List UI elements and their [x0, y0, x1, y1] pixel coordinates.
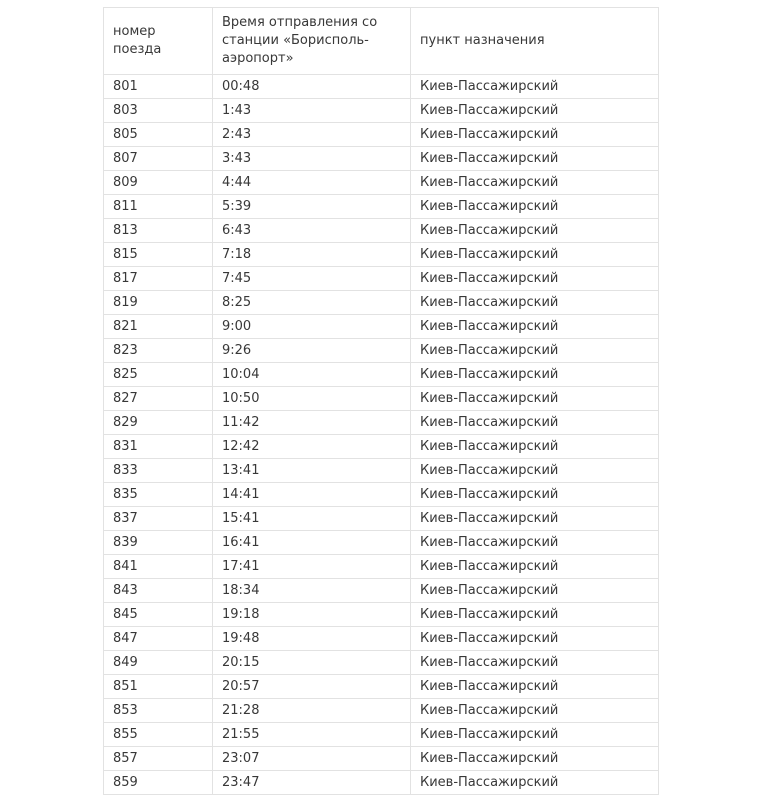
departure-time-cell: 15:41 [213, 507, 411, 531]
departure-time-cell: 4:44 [213, 171, 411, 195]
destination-cell: Киев-Пассажирский [411, 219, 659, 243]
train-number-cell: 851 [104, 675, 213, 699]
train-schedule-container [103, 7, 659, 795]
header-row [104, 8, 659, 75]
table-row [104, 771, 659, 795]
train-number-cell: 801 [104, 75, 213, 99]
table-row [104, 483, 659, 507]
departure-time-cell: 18:34 [213, 579, 411, 603]
train-number-cell: 817 [104, 267, 213, 291]
departure-time-cell: 21:55 [213, 723, 411, 747]
departure-time-cell: 19:48 [213, 627, 411, 651]
departure-time-cell: 20:57 [213, 675, 411, 699]
train-number-cell: 809 [104, 171, 213, 195]
table-row [104, 99, 659, 123]
departure-time-cell: 7:45 [213, 267, 411, 291]
table-row [104, 435, 659, 459]
table-row [104, 339, 659, 363]
header-destination: пункт назначения [411, 8, 659, 75]
destination-cell: Киев-Пассажирский [411, 315, 659, 339]
train-number-cell: 847 [104, 627, 213, 651]
train-number-cell: 853 [104, 699, 213, 723]
table-header [104, 8, 659, 75]
table-row [104, 147, 659, 171]
train-number-cell: 839 [104, 531, 213, 555]
table-row [104, 411, 659, 435]
table-row [104, 723, 659, 747]
train-number-cell: 843 [104, 579, 213, 603]
departure-time-cell: 19:18 [213, 603, 411, 627]
table-row [104, 363, 659, 387]
destination-cell: Киев-Пассажирский [411, 483, 659, 507]
table-row [104, 675, 659, 699]
departure-time-cell: 9:00 [213, 315, 411, 339]
departure-time-cell: 5:39 [213, 195, 411, 219]
destination-cell: Киев-Пассажирский [411, 507, 659, 531]
departure-time-cell: 00:48 [213, 75, 411, 99]
departure-time-cell: 17:41 [213, 555, 411, 579]
departure-time-cell: 2:43 [213, 123, 411, 147]
destination-cell: Киев-Пассажирский [411, 579, 659, 603]
train-number-cell: 813 [104, 219, 213, 243]
table-row [104, 123, 659, 147]
table-row [104, 459, 659, 483]
train-number-cell: 845 [104, 603, 213, 627]
destination-cell: Киев-Пассажирский [411, 555, 659, 579]
destination-cell: Киев-Пассажирский [411, 195, 659, 219]
train-number-cell: 803 [104, 99, 213, 123]
departure-time-cell: 23:47 [213, 771, 411, 795]
train-number-cell: 833 [104, 459, 213, 483]
departure-time-cell: 23:07 [213, 747, 411, 771]
destination-cell: Киев-Пассажирский [411, 363, 659, 387]
departure-time-cell: 14:41 [213, 483, 411, 507]
train-number-cell: 819 [104, 291, 213, 315]
departure-time-cell: 10:50 [213, 387, 411, 411]
table-row [104, 531, 659, 555]
table-row [104, 507, 659, 531]
table-row [104, 291, 659, 315]
departure-time-cell: 7:18 [213, 243, 411, 267]
train-number-cell: 829 [104, 411, 213, 435]
departure-time-cell: 13:41 [213, 459, 411, 483]
table-row [104, 171, 659, 195]
destination-cell: Киев-Пассажирский [411, 147, 659, 171]
destination-cell: Киев-Пассажирский [411, 747, 659, 771]
train-number-cell: 849 [104, 651, 213, 675]
table-row [104, 387, 659, 411]
table-row [104, 219, 659, 243]
destination-cell: Киев-Пассажирский [411, 459, 659, 483]
table-row [104, 699, 659, 723]
destination-cell: Киев-Пассажирский [411, 387, 659, 411]
table-row [104, 651, 659, 675]
train-number-cell: 805 [104, 123, 213, 147]
header-train-number: номер поезда [104, 8, 213, 75]
train-number-cell: 825 [104, 363, 213, 387]
table-row [104, 267, 659, 291]
table-row [104, 555, 659, 579]
destination-cell: Киев-Пассажирский [411, 531, 659, 555]
train-number-cell: 811 [104, 195, 213, 219]
destination-cell: Киев-Пассажирский [411, 603, 659, 627]
destination-cell: Киев-Пассажирский [411, 99, 659, 123]
departure-time-cell: 10:04 [213, 363, 411, 387]
destination-cell: Киев-Пассажирский [411, 267, 659, 291]
train-number-cell: 841 [104, 555, 213, 579]
train-schedule-table [103, 7, 659, 795]
table-row [104, 315, 659, 339]
departure-time-cell: 6:43 [213, 219, 411, 243]
departure-time-cell: 20:15 [213, 651, 411, 675]
departure-time-cell: 12:42 [213, 435, 411, 459]
destination-cell: Киев-Пассажирский [411, 339, 659, 363]
table-body [104, 75, 659, 795]
destination-cell: Киев-Пассажирский [411, 699, 659, 723]
departure-time-cell: 1:43 [213, 99, 411, 123]
table-row [104, 627, 659, 651]
destination-cell: Киев-Пассажирский [411, 171, 659, 195]
train-number-cell: 827 [104, 387, 213, 411]
train-number-cell: 837 [104, 507, 213, 531]
train-number-cell: 823 [104, 339, 213, 363]
table-row [104, 243, 659, 267]
departure-time-cell: 21:28 [213, 699, 411, 723]
table-row [104, 747, 659, 771]
header-departure-time: Время отправления со станции «Борисполь-аэропорт» [213, 8, 411, 75]
destination-cell: Киев-Пассажирский [411, 411, 659, 435]
train-number-cell: 821 [104, 315, 213, 339]
destination-cell: Киев-Пассажирский [411, 771, 659, 795]
table-row [104, 195, 659, 219]
table-row [104, 75, 659, 99]
destination-cell: Киев-Пассажирский [411, 435, 659, 459]
departure-time-cell: 3:43 [213, 147, 411, 171]
destination-cell: Киев-Пассажирский [411, 723, 659, 747]
train-number-cell: 807 [104, 147, 213, 171]
train-number-cell: 815 [104, 243, 213, 267]
table-row [104, 579, 659, 603]
departure-time-cell: 16:41 [213, 531, 411, 555]
destination-cell: Киев-Пассажирский [411, 291, 659, 315]
departure-time-cell: 11:42 [213, 411, 411, 435]
destination-cell: Киев-Пассажирский [411, 75, 659, 99]
train-number-cell: 855 [104, 723, 213, 747]
train-number-cell: 835 [104, 483, 213, 507]
train-number-cell: 857 [104, 747, 213, 771]
destination-cell: Киев-Пассажирский [411, 651, 659, 675]
departure-time-cell: 8:25 [213, 291, 411, 315]
destination-cell: Киев-Пассажирский [411, 243, 659, 267]
train-number-cell: 831 [104, 435, 213, 459]
destination-cell: Киев-Пассажирский [411, 675, 659, 699]
departure-time-cell: 9:26 [213, 339, 411, 363]
destination-cell: Киев-Пассажирский [411, 627, 659, 651]
table-row [104, 603, 659, 627]
train-number-cell: 859 [104, 771, 213, 795]
destination-cell: Киев-Пассажирский [411, 123, 659, 147]
